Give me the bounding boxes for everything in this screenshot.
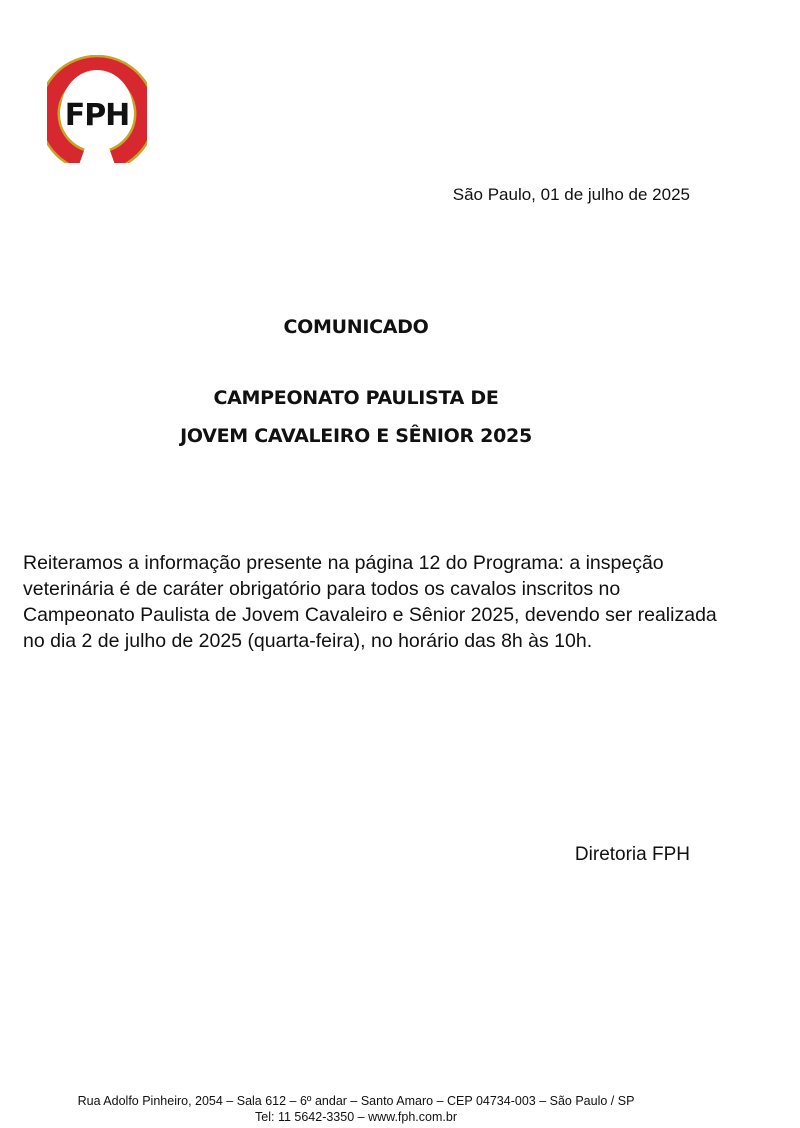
footer xyxy=(0,1093,712,1125)
footer-address: Rua Adolfo Pinheiro, 2054 – Sala 612 – 6º andar – Santo Amaro – CEP 04734-003 – São Paulo / SP xyxy=(77,1094,635,1108)
subtitle-line-1: CAMPEONATO PAULISTA DE xyxy=(213,387,499,409)
logo-text: FPH xyxy=(64,98,130,133)
signature: Diretoria FPH xyxy=(574,844,690,865)
date-line: São Paulo, 01 de julho de 2025 xyxy=(452,185,690,204)
subtitle-line-2: JOVEM CAVALEIRO E SÊNIOR 2025 xyxy=(180,425,532,447)
fph-logo xyxy=(47,55,147,163)
footer-contact: Tel: 11 5642-3350 – www.fph.com.br xyxy=(255,1110,457,1124)
document-title: COMUNICADO xyxy=(283,316,429,338)
body-paragraph: Reiteramos a informação presente na página 12 do Programa: a inspeção veterinária é de caráter obrigatório para todos os cavalos inscritos no Campeonato Paulista de Jovem Cavaleiro e Sênior 2025, devendo ser realizada no dia 2 de julho de 2025 (quarta-feira), no horário das 8h às 10h. xyxy=(23,552,717,652)
